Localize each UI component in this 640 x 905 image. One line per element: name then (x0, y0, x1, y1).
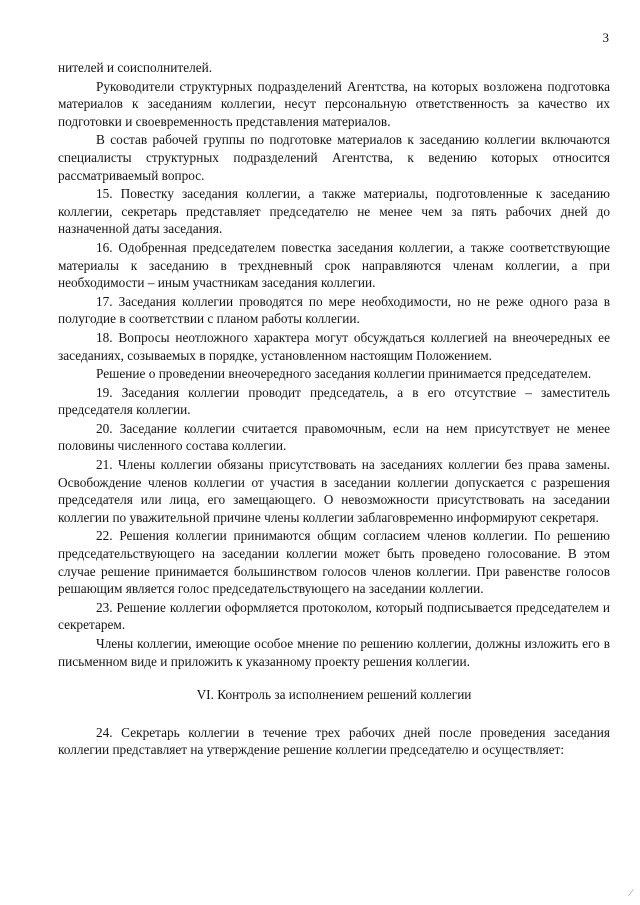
paragraph: В состав рабочей группы по подготовке материалов к заседанию коллегии включаются специалисты структурных подразделений Агентства, к ведению которых относится рассматриваемый вопрос. (58, 132, 610, 183)
paragraph: 15. Повестку заседания коллегии, а также материалы, подготовленные к заседанию коллегии, секретарь представляет председателю не менее чем за пять рабочих дней до назначенной даты заседания. (58, 186, 610, 237)
corner-mark: ⁄ (630, 887, 632, 899)
page-number: 3 (602, 30, 609, 45)
paragraph: 16. Одобренная председателем повестка заседания коллегии, а также соответствующие материалы к заседанию в трехдневный срок направляются членам коллегии, а при необходимости – иным участникам заседания коллегии. (58, 239, 610, 291)
section-title: VI. Контроль за исполнением решений коллегии (196, 687, 472, 703)
paragraph: 22. Решения коллегии принимаются общим согласием членов коллегии. По решению председательствующего на заседании коллегии может быть проведено голосование. В этом случае решение принимается большинством голосов членов коллегии. При равенстве голосов решающим является голос председательствующего на заседании коллегии. (58, 528, 610, 597)
paragraph: Решение о проведении внеочередного заседания коллегии принимается председателем. (96, 366, 592, 382)
paragraph: 19. Заседания коллегии проводит председатель, а в его отсутствие – заместитель председателя коллегии. (58, 384, 610, 418)
paragraph: 17. Заседания коллегии проводятся по мере необходимости, но не реже одного раза в полугодие в соответствии с планом работы коллегии. (58, 293, 610, 327)
paragraph: нителей и соисполнителей. (58, 60, 213, 75)
document-body (58, 59, 610, 760)
paragraph: 18. Вопросы неотложного характера могут обсуждаться коллегией на внеочередных ее заседаниях, созываемых в порядке, установленном настоящим Положением. (58, 329, 610, 363)
paragraph: 23. Решение коллегии оформляется протоколом, который подписывается председателем и секретарем. (58, 599, 610, 633)
paragraph: Члены коллегии, имеющие особое мнение по решению коллегии, должны изложить его в письменном виде и приложить к указанному проекту решения коллегии. (58, 636, 610, 669)
closing-paragraph: 24. Секретарь коллегии в течение трех рабочих дней после проведения заседания коллегии представляет на утверждение решение коллегии председателю и осуществляет: (58, 724, 610, 758)
paragraph: 20. Заседание коллегии считается правомочным, если на нем присутствует не менее половины численного состава коллегии. (58, 420, 610, 454)
paragraph: 21. Члены коллегии обязаны присутствовать на заседаниях коллегии без права замены. Освобождение членов коллегии от участия в заседании коллегии допускается с разрешения председателя или лица, его замещающего. О невозможности присутствовать на заседании коллегии по уважительной причине члены коллегии заблаговременно информируют секретаря. (58, 457, 610, 525)
paragraph: Руководители структурных подразделений Агентства, на которых возложена подготовка материалов к заседаниям коллегии, несут персональную ответственность за качество их подготовки и своевременность представления материалов. (58, 78, 610, 129)
